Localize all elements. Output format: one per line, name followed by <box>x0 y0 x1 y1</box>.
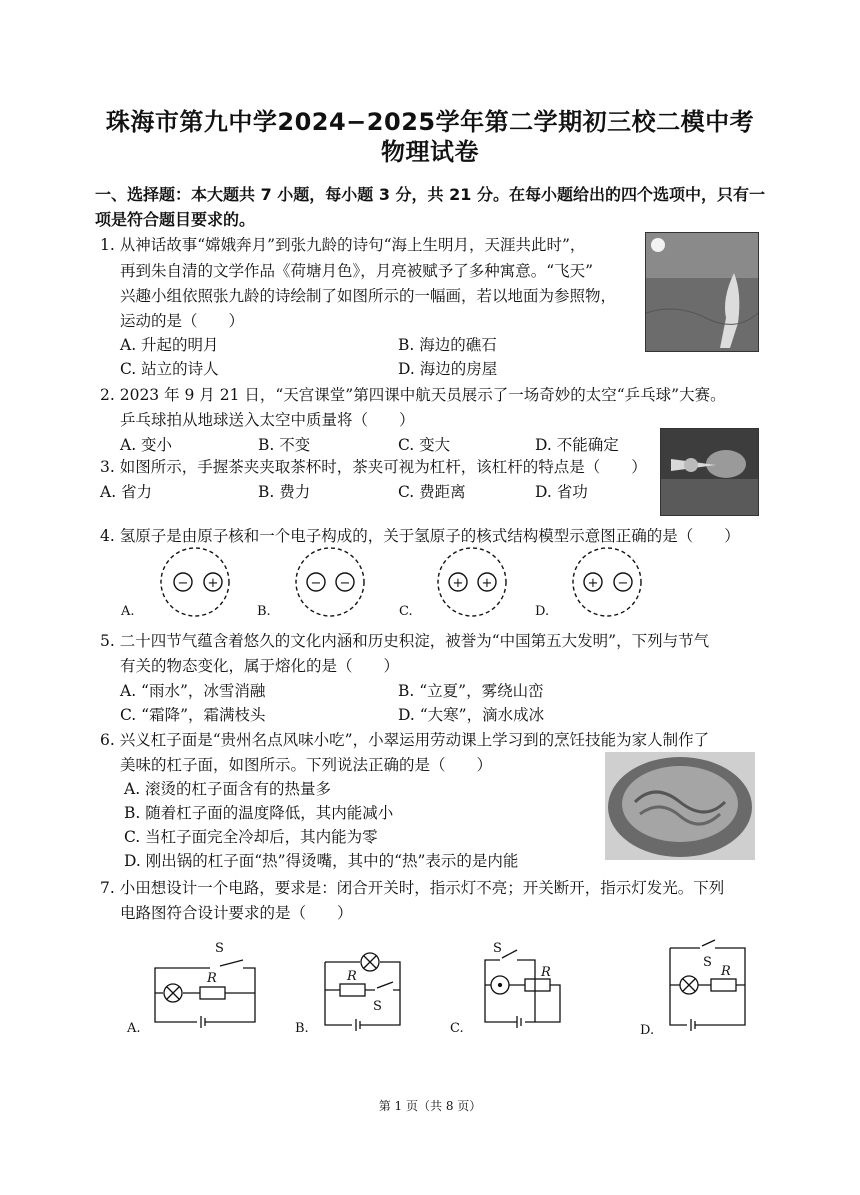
q3-option-d: D. 省功 <box>535 483 588 501</box>
circuit-d-resistor-label: R <box>721 964 731 979</box>
q5-text-2: 有关的物态变化，属于熔化的是（ ） <box>120 657 400 675</box>
atom-model-diagrams <box>115 545 675 623</box>
q6-option-c: C. 当杠子面完全冷却后，其内能为零 <box>124 828 378 846</box>
atom-label-b: B. <box>257 604 271 619</box>
atom-c-electron-sign: + <box>481 576 493 591</box>
circuit-d-switch-label: S <box>703 955 712 970</box>
circuit-diagrams <box>115 930 755 1040</box>
atom-a-nucleus-sign: − <box>177 576 189 591</box>
atom-c-nucleus-sign: + <box>452 576 464 591</box>
q3-option-b: B. 费力 <box>258 483 311 501</box>
atom-label-d: D. <box>535 604 550 619</box>
atom-b-nucleus-sign: − <box>310 576 322 591</box>
q5-text-1: 5. 二十四节气蕴含着悠久的文化内涵和历史积淀，被誉为“中国第五大发明”，下列与节气 <box>100 632 710 650</box>
q1-option-d: D. 海边的房屋 <box>398 360 498 378</box>
atom-b-electron-sign: − <box>339 576 351 591</box>
q7-text-2: 电路图符合设计要求的是（ ） <box>120 904 353 922</box>
q5-option-c: C. “霜降”，霜满枝头 <box>120 706 266 724</box>
section-heading: 一、选择题：本大题共 7 小题，每小题 3 分，共 21 分。在每小题给出的四个选项中，只有一 <box>95 185 765 204</box>
circuit-a-resistor-label: R <box>207 971 217 986</box>
q5-option-a: A. “雨水”，冰雪消融 <box>120 682 266 700</box>
q1-option-b: B. 海边的礁石 <box>398 336 497 354</box>
q1-text-2: 再到朱自清的文学作品《荷塘月色》，月亮被赋予了多种寓意。“飞天” <box>120 262 594 280</box>
q2-option-d: D. 不能确定 <box>535 436 619 454</box>
q2-option-b: B. 不变 <box>258 436 311 454</box>
circuit-b <box>325 953 400 1031</box>
q5-option-d: D. “大寒”，滴水成冰 <box>398 706 545 724</box>
circuit-c <box>485 950 560 1028</box>
tea-tongs-image <box>660 428 759 516</box>
q2-text-1: 2. 2023 年 9 月 21 日，“天宫课堂”第四课中航天员展示了一场奇妙的太空“乒乓球”大赛。 <box>100 386 726 404</box>
circuit-label-c: C. <box>450 1021 464 1036</box>
exam-title-line2: 物理试卷 <box>381 138 479 166</box>
q2-option-a: A. 变小 <box>120 436 173 454</box>
q3-option-a: A. 省力 <box>100 483 153 501</box>
circuit-label-b: B. <box>295 1021 309 1036</box>
q1-option-a: A. 升起的明月 <box>120 336 219 354</box>
section-heading-cont: 项是符合题目要求的。 <box>95 210 256 229</box>
q4-text: 4. 氢原子是由原子核和一个电子构成的，关于氢原子的核式结构模型示意图正确的是（ ） <box>100 527 740 545</box>
q2-text-2: 乒乓球拍从地球送入太空中质量将（ ） <box>120 411 415 429</box>
q2-option-c: C. 变大 <box>398 436 451 454</box>
q6-option-a: A. 滚烫的杠子面含有的热量多 <box>124 780 332 798</box>
atom-a-orbit <box>161 548 229 616</box>
atom-d-nucleus-sign: + <box>587 576 599 591</box>
noodle-bowl-image <box>605 752 755 860</box>
atom-d-electron-sign: − <box>617 576 629 591</box>
q7-text-1: 7. 小田想设计一个电路，要求是：闭合开关时，指示灯不亮；开关断开，指示灯发光。下列 <box>100 879 725 897</box>
q1-text-4: 运动的是（ ） <box>120 312 245 330</box>
moon-painting-image <box>645 232 759 352</box>
circuit-a <box>155 960 255 1028</box>
q3-option-c: C. 费距离 <box>398 483 466 501</box>
q1-option-c: C. 站立的诗人 <box>120 360 219 378</box>
circuit-a-switch-label: S <box>215 941 224 956</box>
q5-option-b: B. “立夏”，雾绕山峦 <box>398 682 544 700</box>
exam-title-line1: 珠海市第九中学2024−2025学年第二学期初三校二模中考 <box>105 108 755 136</box>
page-footer: 第 1 页（共 8 页） <box>378 1099 482 1113</box>
circuit-label-d: D. <box>640 1023 655 1038</box>
atom-label-c: C. <box>399 604 413 619</box>
circuit-c-resistor-label: R <box>541 965 551 980</box>
circuit-label-a: A. <box>127 1021 141 1036</box>
q6-text-2: 美味的杠子面，如图所示。下列说法正确的是（ ） <box>120 756 493 774</box>
q1-text-1: 1. 从神话故事“嫦娥奔月”到张九龄的诗句“海上生明月，天涯共此时”， <box>100 236 586 254</box>
q6-option-b: B. 随着杠子面的温度降低，其内能减小 <box>124 804 394 822</box>
circuit-d <box>670 940 745 1031</box>
q3-text: 3. 如图所示，手握茶夹夹取茶杯时，茶夹可视为杠杆，该杠杆的特点是（ ） <box>100 458 647 476</box>
circuit-b-switch-label: S <box>373 999 382 1014</box>
circuit-b-resistor-label: R <box>347 969 357 984</box>
circuit-c-switch-label: S <box>493 941 502 956</box>
q6-option-d: D. 刚出锅的杠子面“热”得烫嘴，其中的“热”表示的是内能 <box>124 852 519 870</box>
atom-a-electron-sign: + <box>207 576 219 591</box>
atom-label-a: A. <box>121 604 135 619</box>
q1-text-3: 兴趣小组依照张九龄的诗绘制了如图所示的一幅画，若以地面为参照物， <box>120 287 617 305</box>
q6-text-1: 6. 兴义杠子面是“贵州名点风味小吃”，小翠运用劳动课上学习到的烹饪技能为家人制作了 <box>100 731 710 749</box>
atom-d-orbit <box>573 548 641 616</box>
